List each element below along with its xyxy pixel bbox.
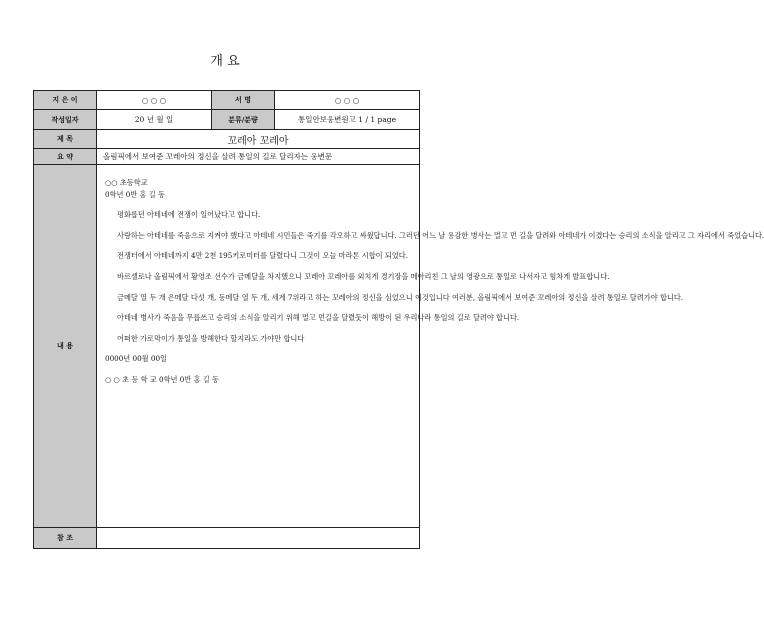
summary-label: 요 약 (34, 149, 97, 165)
content-paragraph: 바르셀로나 올림픽에서 황영조 선수가 금메달을 차지했으니 꼬레아 꼬레아를 외치게 경기장을 메아리친 그 날의 영광으로 통일로 나서자고 힘차게 발표합니다. (117, 271, 610, 281)
content-paragraph: 아테네 병사가 죽음을 무릅쓰고 승리의 소식을 알리기 위해 멀고 먼길을 달렸듯이 해방이 된 우리나라 통일의 길로 달려야 합니다. (117, 313, 520, 323)
subject-label: 제 목 (34, 130, 97, 149)
content-paragraph: 금메달 열 두 개 은메달 다섯 개, 동메달 열 두 개, 세계 7위라고 하는 꼬레아의 정신을 심었으니 이것입니다 여러분, 올림픽에서 보여준 꼬레아의 정신을 살려 통일로 달려가야 합니다. (117, 292, 684, 302)
content-paragraph: 사랑하는 아테네를 죽음으로 지켜야 했다고 아테네 시민들은 죽기를 각오하고 싸웠답니다. 그러던 어느 날 용감한 병사는 멀고 먼 길을 달려와 아테네가 이겼다는 승리의 소식을 알리고 그 자리에서 죽었습니다. (117, 230, 764, 240)
category-value: 통일안보웅변원고 1 / 1 page (275, 110, 420, 130)
page-title: 개 요 (210, 54, 240, 69)
author-value: ○ ○ ○ (97, 91, 212, 110)
date-value: 20 년 월 일 (97, 110, 212, 130)
signature-value: ○ ○ ○ (275, 91, 420, 110)
summary-value: 올림픽에서 보여준 꼬레아의 정신을 살려 통일의 길로 달리자는 웅변문 (97, 149, 420, 165)
reference-value (97, 528, 420, 549)
reference-label: 참 조 (34, 528, 97, 549)
author-label: 지 은 이 (34, 91, 97, 110)
content-paragraph: 전쟁터에서 아테네까지 4만 2천 195키로미터를 달렸다니 그것이 오늘 마라톤 시합이 되었다. (117, 251, 409, 261)
content-paragraph: 평화롭던 아테네에 전쟁이 일어났다고 합니다. (117, 210, 261, 220)
signature-label: 서 명 (212, 91, 275, 110)
content-paragraph: 어떠한 가로막이가 통일을 방해한다 할지라도 가야만 합니다 (117, 333, 305, 343)
date-label: 작성일자 (34, 110, 97, 130)
content-body (97, 165, 764, 528)
subject-value: 꼬레아 꼬레아 (97, 130, 420, 149)
summary-form (33, 90, 764, 549)
content-label: 내 용 (34, 165, 97, 528)
speech-signoff: ○ ○ 초 등 학 교 0학년 0반 홍 길 동 (105, 374, 219, 384)
speech-date: 0000년 00월 00일 (105, 354, 167, 364)
student-name: 0학년 0반 홍 길 동 (105, 189, 165, 199)
category-label: 분류/분량 (212, 110, 275, 130)
school-name: ○○ 초등학교 (105, 178, 148, 187)
